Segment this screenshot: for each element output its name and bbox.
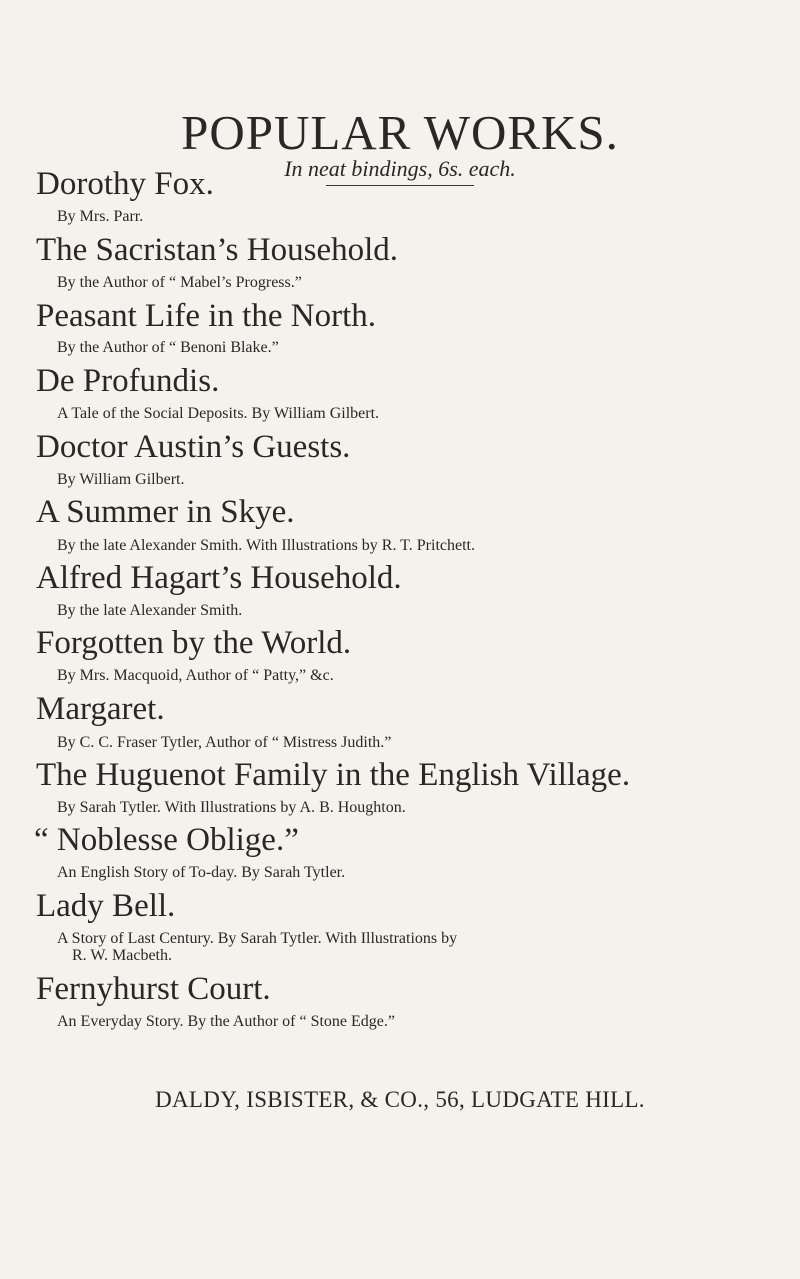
book-title: Peasant Life in the North. [36, 298, 376, 334]
book-description [57, 537, 475, 554]
book-description [57, 405, 379, 422]
book-description-line: By Sarah Tytler. With Illustrations by A. B. Houghton. [57, 799, 406, 816]
book-description [57, 799, 406, 816]
book-description [57, 602, 242, 619]
book-title: A Summer in Skye. [36, 494, 295, 530]
book-description-line: By the Author of “ Mabel’s Progress.” [57, 274, 302, 291]
book-title: Lady Bell. [36, 888, 176, 924]
book-description [57, 471, 185, 488]
book-title: Fernyhurst Court. [36, 971, 271, 1007]
book-description-line: A Story of Last Century. By Sarah Tytler. With Illustrations by [57, 930, 458, 947]
book-title: Alfred Hagart’s Household. [36, 560, 402, 596]
book-description [57, 930, 457, 964]
book-description-line: By the late Alexander Smith. [57, 602, 243, 619]
book-title: Dorothy Fox. [36, 166, 214, 202]
book-description-line: An English Story of To-day. By Sarah Tytler. [57, 864, 346, 881]
page-title: POPULAR WORKS. [181, 105, 619, 160]
book-description [57, 1013, 395, 1030]
book-description-line: By the Author of “ Benoni Blake.” [57, 339, 279, 356]
book-title: Doctor Austin’s Guests. [36, 429, 351, 465]
book-title: Margaret. [36, 691, 165, 727]
book-title: Forgotten by the World. [36, 625, 352, 661]
book-description-line: A Tale of the Social Deposits. By William Gilbert. [57, 405, 380, 422]
title-divider [326, 185, 474, 186]
book-description-line: An Everyday Story. By the Author of “ Stone Edge.” [57, 1013, 396, 1030]
book-description [57, 864, 345, 881]
book-description-line: By C. C. Fraser Tytler, Author of “ Mistress Judith.” [57, 734, 392, 751]
book-description [57, 667, 334, 684]
book-description [57, 274, 302, 291]
book-description [57, 734, 391, 751]
page-subtitle: In neat bindings, 6s. each. [284, 156, 516, 181]
book-title: The Sacristan’s Household. [36, 232, 399, 268]
book-description-line: By the late Alexander Smith. With Illustrations by R. T. Pritchett. [57, 537, 475, 554]
book-title: De Profundis. [36, 363, 220, 399]
publisher-imprint: DALDY, ISBISTER, & CO., 56, LUDGATE HILL. [155, 1087, 645, 1112]
book-title: The Huguenot Family in the English Village. [36, 757, 631, 793]
book-description-line: R. W. Macbeth. [72, 947, 172, 964]
book-description-line: By Mrs. Parr. [57, 208, 144, 225]
book-description-line: By William Gilbert. [57, 471, 185, 488]
book-description [57, 208, 143, 225]
book-description [57, 339, 279, 356]
book-title: “ Noblesse Oblige.” [34, 822, 299, 858]
book-description-line: By Mrs. Macquoid, Author of “ Patty,” &c. [57, 667, 334, 684]
